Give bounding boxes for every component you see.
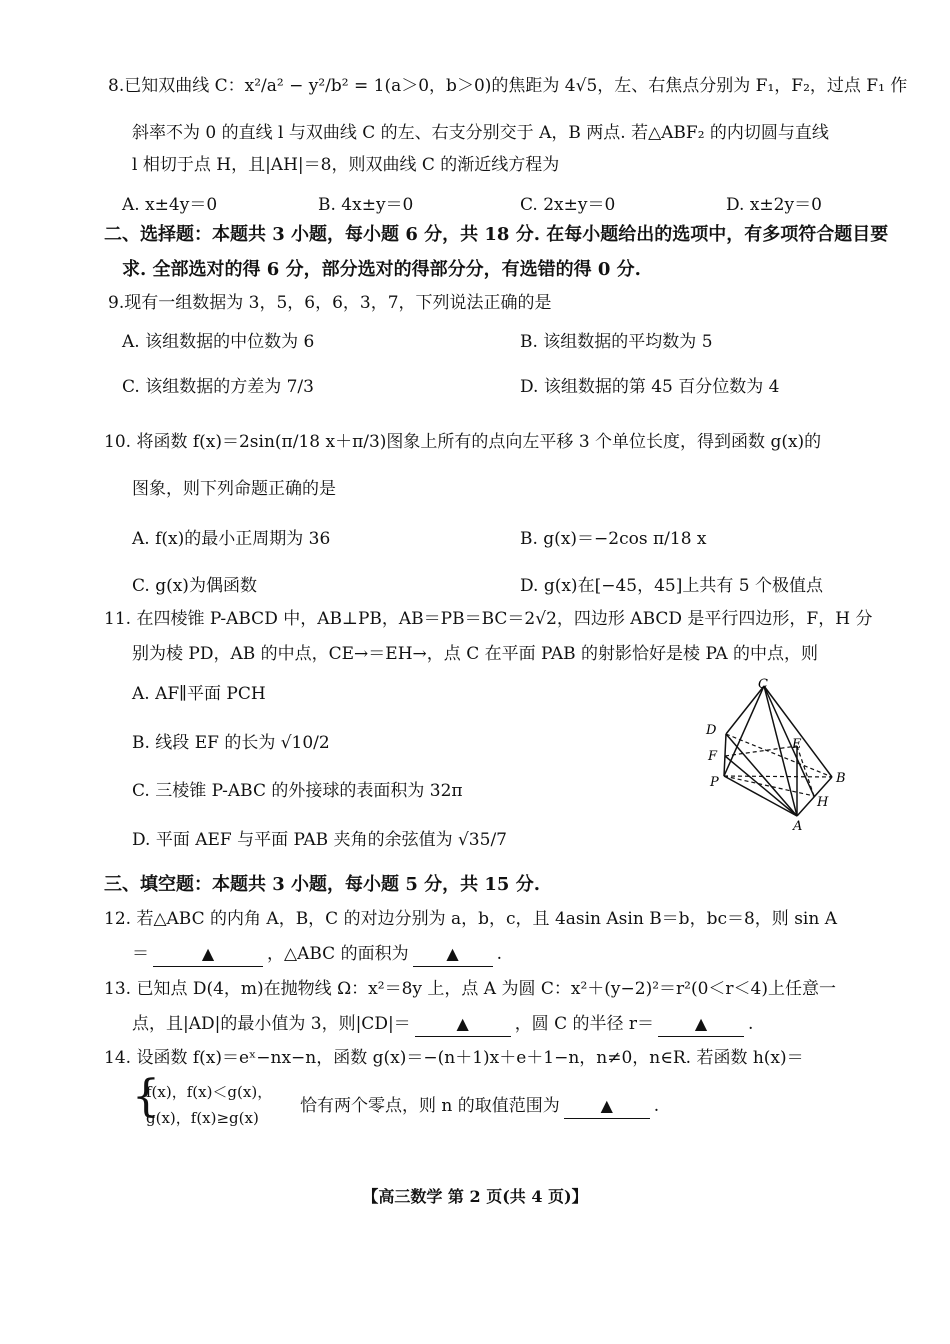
q14-line2 — [300, 1096, 659, 1119]
q12-end: . — [496, 944, 502, 964]
q14-condition: 恰有两个零点，则 n 的取值范围为 — [300, 1096, 560, 1116]
pyramid-figure — [700, 676, 860, 836]
section2-heading-line2: 求. 全部选对的得 6 分，部分选对的得部分分，有选错的得 0 分. — [122, 259, 641, 280]
piecewise-case-2: g(x)，f(x)≥g(x) — [146, 1109, 259, 1127]
q13-blank-2[interactable] — [658, 1014, 744, 1037]
q8-line2: 斜率不为 0 的直线 l 与双曲线 C 的左、右支分别交于 A，B 两点. 若△ABF₂ 的内切圆与直线 — [132, 123, 829, 143]
figure-label-p: P — [710, 775, 719, 790]
triangle-marker-icon: ▲ — [456, 1014, 469, 1033]
page-footer: 【高三数学 第 2 页(共 4 页)】 — [362, 1187, 588, 1206]
q13-line2 — [132, 1014, 753, 1037]
q10-option-d: D. g(x)在[−45，45]上共有 5 个极值点 — [520, 576, 823, 596]
q10-line2: 图象，则下列命题正确的是 — [132, 479, 336, 499]
q12-line2 — [132, 944, 502, 967]
triangle-marker-icon: ▲ — [600, 1096, 613, 1115]
triangle-marker-icon: ▲ — [694, 1014, 708, 1033]
q10-line1: 10. 将函数 f(x)＝2sin(π/18 x＋π/3)图象上所有的点向左平移 3 个单位长度，得到函数 g(x)的 — [104, 432, 822, 452]
q9-option-c: C. 该组数据的方差为 7/3 — [122, 377, 314, 397]
q11-option-c: C. 三棱锥 P-ABC 的外接球的表面积为 32π — [132, 781, 463, 801]
q9-option-a: A. 该组数据的中位数为 6 — [122, 332, 315, 352]
section2-heading-line1: 二、选择题：本题共 3 小题，每小题 6 分，共 18 分. 在每小题给出的选项中，有多项符合题目要 — [104, 224, 889, 245]
section3-heading: 三、填空题：本题共 3 小题，每小题 5 分，共 15 分. — [104, 874, 540, 895]
figure-label-e: E — [792, 737, 802, 752]
q9-option-b: B. 该组数据的平均数为 5 — [520, 332, 713, 352]
q8-line3: l 相切于点 H，且|AH|＝8，则双曲线 C 的渐近线方程为 — [132, 155, 560, 175]
figure-label-h: H — [817, 795, 829, 810]
q12-blank-2[interactable] — [413, 944, 493, 967]
figure-label-c: C — [758, 677, 768, 692]
q8-option-a: A. x±4y＝0 — [122, 195, 218, 215]
q14-line1: 14. 设函数 f(x)＝eˣ−nx−n，函数 g(x)＝−(n＋1)x＋e＋1−n，n≠0，n∈R. 若函数 h(x)＝ — [104, 1048, 804, 1068]
q11-option-d: D. 平面 AEF 与平面 PAB 夹角的余弦值为 √35/7 — [132, 830, 507, 850]
figure-label-b: B — [836, 771, 846, 786]
q12-line1: 12. 若△ABC 的内角 A，B，C 的对边分别为 a，b，c，且 4asin Asin B＝b，bc＝8，则 sin A — [104, 909, 837, 929]
q12-prefix: ＝ — [132, 944, 149, 964]
q13-end: . — [748, 1014, 754, 1034]
q8-option-b: B. 4x±y＝0 — [318, 195, 414, 215]
figure-label-d: D — [706, 723, 717, 738]
q11-option-b: B. 线段 EF 的长为 √10/2 — [132, 733, 330, 753]
q9-stem: 9.现有一组数据为 3，5，6，6，3，7，下列说法正确的是 — [108, 293, 552, 313]
triangle-marker-icon: ▲ — [446, 944, 459, 963]
q10-option-a: A. f(x)的最小正周期为 36 — [132, 529, 331, 549]
q11-line2: 别为棱 PD，AB 的中点，CE→＝EH→，点 C 在平面 PAB 的射影恰好是棱 PA 的中点，则 — [132, 644, 819, 664]
q12-blank-1[interactable] — [153, 944, 263, 967]
q14-blank[interactable] — [564, 1096, 650, 1119]
q8-option-c: C. 2x±y＝0 — [520, 195, 616, 215]
q10-option-c: C. g(x)为偶函数 — [132, 576, 257, 596]
q14-end: . — [653, 1096, 660, 1116]
triangle-marker-icon: ▲ — [201, 944, 215, 963]
piecewise-case-1: f(x)，f(x)＜g(x)， — [146, 1083, 273, 1101]
q13-mid: ，圆 C 的半径 r＝ — [514, 1014, 655, 1034]
q13-line1: 13. 已知点 D(4，m)在抛物线 Ω：x²＝8y 上，点 A 为圆 C：x²＋(y−2)²＝r²(0＜r＜4)上任意一 — [104, 979, 837, 999]
q10-option-b: B. g(x)＝−2cos π/18 x — [520, 529, 707, 549]
q13-prefix: 点，且|AD|的最小值为 3，则|CD|＝ — [132, 1014, 411, 1034]
q13-blank-1[interactable] — [415, 1014, 511, 1037]
figure-label-a: A — [793, 819, 803, 834]
left-brace-icon: { — [132, 1071, 160, 1122]
figure-label-f: F — [708, 749, 718, 764]
q8-option-d: D. x±2y＝0 — [726, 195, 822, 215]
q11-option-a: A. AF∥平面 PCH — [132, 684, 266, 704]
q9-option-d: D. 该组数据的第 45 百分位数为 4 — [520, 377, 780, 397]
q11-line1: 11. 在四棱锥 P-ABCD 中，AB⊥PB，AB＝PB＝BC＝2√2，四边形 ABCD 是平行四边形，F，H 分 — [104, 609, 873, 629]
q12-mid: ，△ABC 的面积为 — [267, 944, 409, 964]
q8-line1: 8.已知双曲线 C：x²/a² − y²/b² = 1(a＞0，b＞0)的焦距为 4√5，左、右焦点分别为 F₁，F₂，过点 F₁ 作 — [108, 76, 908, 96]
